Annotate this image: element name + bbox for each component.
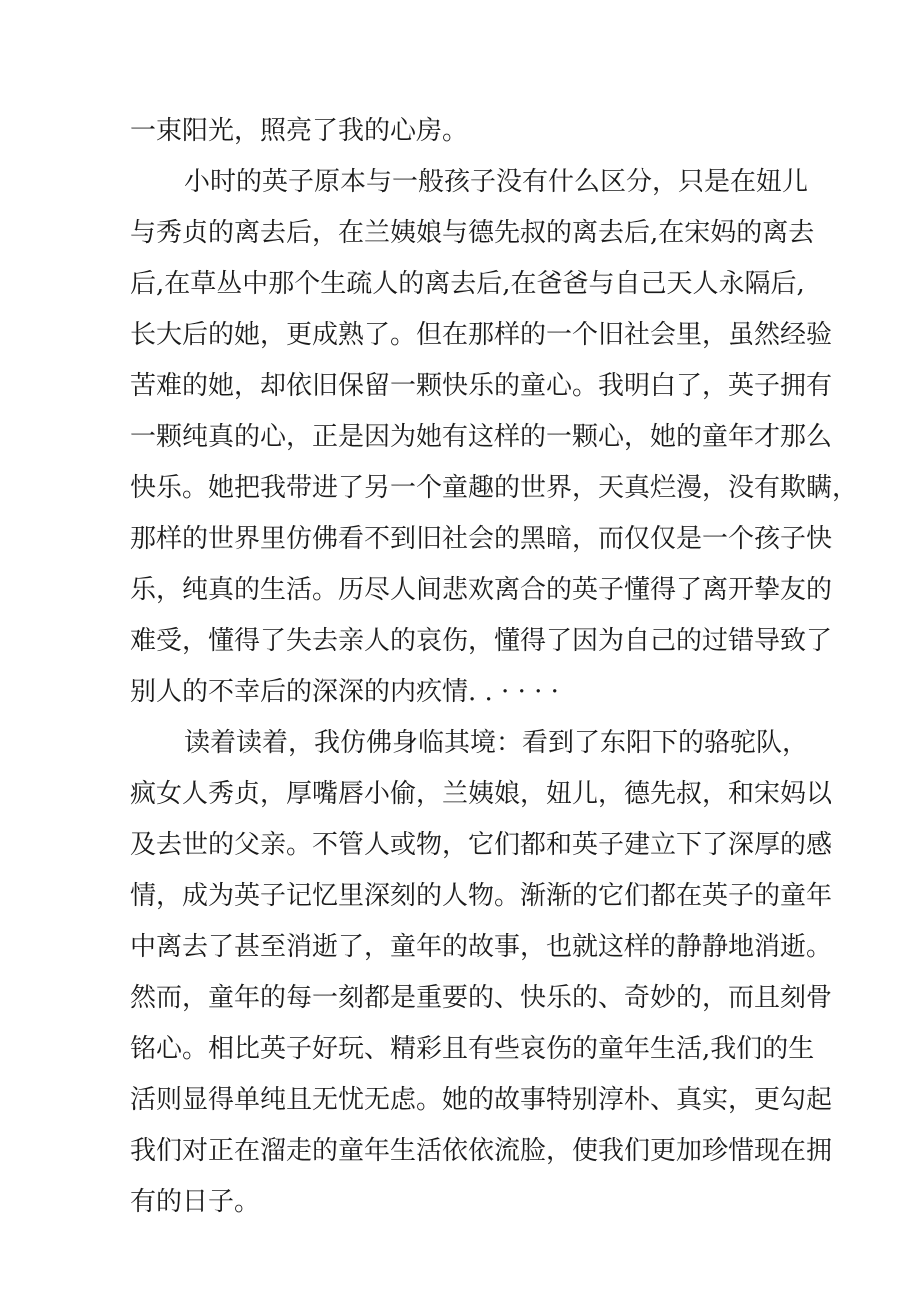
text-line: 那样的世界里仿佛看不到旧社会的黑暗，而仅仅是一个孩子快: [130, 524, 833, 554]
text-line: 乐，纯真的生活。历尽人间悲欢离合的英子懂得了离开挚友的: [130, 575, 833, 605]
text-line: 长大后的她，更成熟了。但在那样的一个旧社会里，虽然经验: [130, 320, 833, 350]
document-page: [130, 106, 859, 1228]
text-line: 一颗纯真的心，正是因为她有这样的一颗心，她的童年才那么: [130, 422, 833, 452]
paragraph-1: [130, 106, 798, 157]
text-line: 后,在草丛中那个生疏人的离去后,在爸爸与自己天人永隔后,: [130, 269, 805, 299]
text-line: 活则显得单纯且无忧无虑。她的故事特别淳朴、真实，更勾起: [130, 1085, 833, 1115]
text-line: 读着读着，我仿佛身临其境：看到了东阳下的骆驼队，: [184, 728, 809, 758]
text-line: 情，成为英子记忆里深刻的人物。渐渐的它们都在英子的童年: [130, 881, 833, 911]
text-line: 铭心。相比英子好玩、精彩且有些哀伤的童年生活,我们的生: [130, 1034, 815, 1064]
paragraph-2: [130, 157, 859, 718]
text-line: 一束阳光，照亮了我的心房。: [130, 116, 469, 146]
text-line: 别人的不幸后的深深的内疚情. . · · · ·: [130, 677, 559, 707]
text-line: 难受，懂得了失去亲人的哀伤，懂得了因为自己的过错导致了: [130, 626, 833, 656]
text-line: 快乐。她把我带进了另一个童趣的世界，天真烂漫，没有欺瞒，: [130, 473, 859, 503]
text-line: 及去世的父亲。不管人或物，它们都和英子建立下了深厚的感: [130, 830, 833, 860]
text-line: 疯女人秀贞，厚嘴唇小偷，兰姨娘，妞儿，德先叔，和宋妈以: [130, 779, 833, 809]
text-line: 苦难的她，却依旧保留一颗快乐的童心。我明白了，英子拥有: [130, 371, 833, 401]
paragraph-3: [130, 718, 833, 1228]
text-line: 小时的英子原本与一般孩子没有什么区分，只是在妞儿: [184, 167, 809, 197]
text-line: 中离去了甚至消逝了，童年的故事，也就这样的静静地消逝。: [130, 932, 833, 962]
text-line: 我们对正在溜走的童年生活依依流脸，使我们更加珍惜现在拥: [130, 1136, 833, 1166]
text-line: 与秀贞的离去后，在兰姨娘与德先叔的离去后,在宋妈的离去: [130, 218, 815, 248]
text-line: 有的日子。: [130, 1187, 261, 1217]
text-line: 然而，童年的每一刻都是重要的、快乐的、奇妙的，而且刻骨: [130, 983, 833, 1013]
